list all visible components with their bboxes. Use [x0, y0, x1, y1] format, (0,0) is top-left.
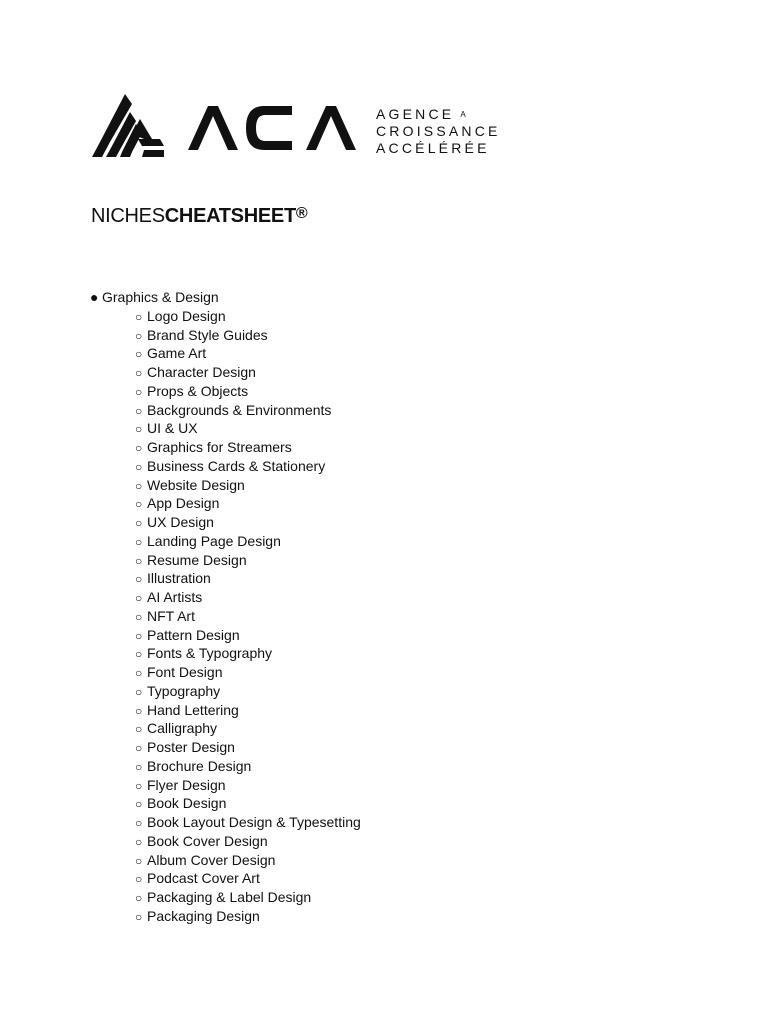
- hollow-bullet-icon: ○: [135, 309, 143, 324]
- list-item-label: Hand Lettering: [147, 701, 239, 718]
- list-item-label: UX Design: [147, 514, 214, 531]
- list-item-label: NFT Art: [147, 607, 195, 624]
- list-item: [90, 682, 361, 701]
- hollow-bullet-icon: ○: [135, 572, 143, 587]
- hollow-bullet-icon: ○: [135, 666, 143, 681]
- tagline-line-3: ACCÉLÉRÉE: [376, 140, 490, 156]
- hollow-bullet-icon: ○: [135, 347, 143, 362]
- hollow-bullet-icon: ○: [135, 609, 143, 624]
- list-item-label: Website Design: [147, 476, 245, 493]
- hollow-bullet-icon: ○: [135, 722, 143, 737]
- hollow-bullet-icon: ○: [135, 647, 143, 662]
- hollow-bullet-icon: ○: [135, 628, 143, 643]
- hollow-bullet-icon: ○: [135, 328, 143, 343]
- hollow-bullet-icon: ○: [135, 891, 143, 906]
- list-item-label: Brand Style Guides: [147, 326, 268, 343]
- tagline-small-a: A: [460, 110, 467, 119]
- hollow-bullet-icon: ○: [135, 384, 143, 399]
- list-item-label: App Design: [147, 495, 220, 512]
- hollow-bullet-icon: ○: [135, 441, 143, 456]
- list-item: [90, 363, 361, 382]
- registered-mark: ®: [295, 205, 308, 222]
- list-item-label: Business Cards & Stationery: [147, 457, 326, 474]
- list-item: [90, 776, 361, 795]
- list-item: [90, 569, 361, 588]
- list-item-label: Game Art: [147, 345, 207, 362]
- tagline-line-2: CROISSANCE: [376, 123, 501, 139]
- list-item: [90, 494, 361, 513]
- hollow-bullet-icon: ○: [135, 872, 143, 887]
- aca-wordmark: [188, 104, 364, 150]
- list-item: [90, 326, 361, 345]
- hollow-bullet-icon: ○: [135, 741, 143, 756]
- list-item-category: [90, 288, 361, 307]
- hollow-bullet-icon: ○: [135, 497, 143, 512]
- hollow-bullet-icon: ○: [135, 816, 143, 831]
- hollow-bullet-icon: ○: [135, 684, 143, 699]
- list-item-label: Calligraphy: [147, 720, 218, 737]
- list-item: [90, 419, 361, 438]
- list-item: [90, 607, 361, 626]
- hollow-bullet-icon: ○: [135, 703, 143, 718]
- list-item: [90, 869, 361, 888]
- list-item: [90, 438, 361, 457]
- list-item: [90, 532, 361, 551]
- tagline-line-1: AGENCE: [376, 106, 455, 122]
- list-item: [90, 738, 361, 757]
- list-item-label: Logo Design: [147, 307, 226, 324]
- list-item: [90, 719, 361, 738]
- page-title: [91, 205, 307, 228]
- list-item: [90, 701, 361, 720]
- list-item: [90, 513, 361, 532]
- filled-bullet-icon: ●: [90, 289, 99, 305]
- list-item-label: Podcast Cover Art: [147, 870, 260, 887]
- hollow-bullet-icon: ○: [135, 759, 143, 774]
- title-light: NICHES: [91, 205, 165, 227]
- list-item-label: Book Design: [147, 795, 227, 812]
- list-item: [90, 626, 361, 645]
- list-item: [90, 907, 361, 926]
- list-item-label: Resume Design: [147, 551, 247, 568]
- list-item-label: UI & UX: [147, 420, 198, 437]
- list-item-label: Book Layout Design & Typesetting: [147, 814, 361, 831]
- list-item-label: Flyer Design: [147, 776, 226, 793]
- hollow-bullet-icon: ○: [135, 553, 143, 568]
- hollow-bullet-icon: ○: [135, 834, 143, 849]
- list-item: [90, 757, 361, 776]
- hollow-bullet-icon: ○: [135, 797, 143, 812]
- list-item: [90, 644, 361, 663]
- list-item: [90, 794, 361, 813]
- list-item-label: Brochure Design: [147, 757, 252, 774]
- hollow-bullet-icon: ○: [135, 366, 143, 381]
- hollow-bullet-icon: ○: [135, 534, 143, 549]
- list-item: [90, 851, 361, 870]
- hollow-bullet-icon: ○: [135, 459, 143, 474]
- list-item-label: Book Cover Design: [147, 832, 268, 849]
- category-label: Graphics & Design: [102, 289, 219, 305]
- list-item-label: Character Design: [147, 364, 256, 381]
- list-item: [90, 663, 361, 682]
- hollow-bullet-icon: ○: [135, 516, 143, 531]
- list-item-label: Packaging & Label Design: [147, 889, 312, 906]
- list-item: [90, 588, 361, 607]
- list-item-label: Typography: [147, 682, 221, 699]
- aca-triangle-mark-icon: [92, 94, 164, 158]
- list-item-label: Backgrounds & Environments: [147, 401, 332, 418]
- hollow-bullet-icon: ○: [135, 478, 143, 493]
- list-item-label: Pattern Design: [147, 626, 240, 643]
- niche-list: [90, 288, 361, 926]
- list-item: [90, 832, 361, 851]
- list-item-label: Landing Page Design: [147, 532, 281, 549]
- list-item-label: Font Design: [147, 664, 223, 681]
- aca-tagline: [376, 106, 501, 157]
- list-item: [90, 401, 361, 420]
- list-item: [90, 307, 361, 326]
- list-item-label: Illustration: [147, 570, 211, 587]
- list-item-label: Poster Design: [147, 739, 235, 756]
- hollow-bullet-icon: ○: [135, 778, 143, 793]
- list-item-label: Fonts & Typography: [147, 645, 273, 662]
- list-item: [90, 888, 361, 907]
- hollow-bullet-icon: ○: [135, 422, 143, 437]
- aca-logo: [92, 94, 532, 160]
- list-item-label: Packaging Design: [147, 907, 260, 924]
- list-item-label: Props & Objects: [147, 382, 249, 399]
- hollow-bullet-icon: ○: [135, 853, 143, 868]
- list-item-label: Graphics for Streamers: [147, 439, 292, 456]
- list-item: [90, 813, 361, 832]
- list-item: [90, 344, 361, 363]
- list-item: [90, 551, 361, 570]
- list-item: [90, 457, 361, 476]
- hollow-bullet-icon: ○: [135, 909, 143, 924]
- sub-list: [90, 307, 361, 926]
- title-bold: CHEATSHEET: [164, 205, 296, 227]
- list-item: [90, 382, 361, 401]
- hollow-bullet-icon: ○: [135, 403, 143, 418]
- list-item-label: AI Artists: [147, 589, 203, 606]
- list-item-label: Album Cover Design: [147, 851, 276, 868]
- list-item: [90, 476, 361, 495]
- hollow-bullet-icon: ○: [135, 591, 143, 606]
